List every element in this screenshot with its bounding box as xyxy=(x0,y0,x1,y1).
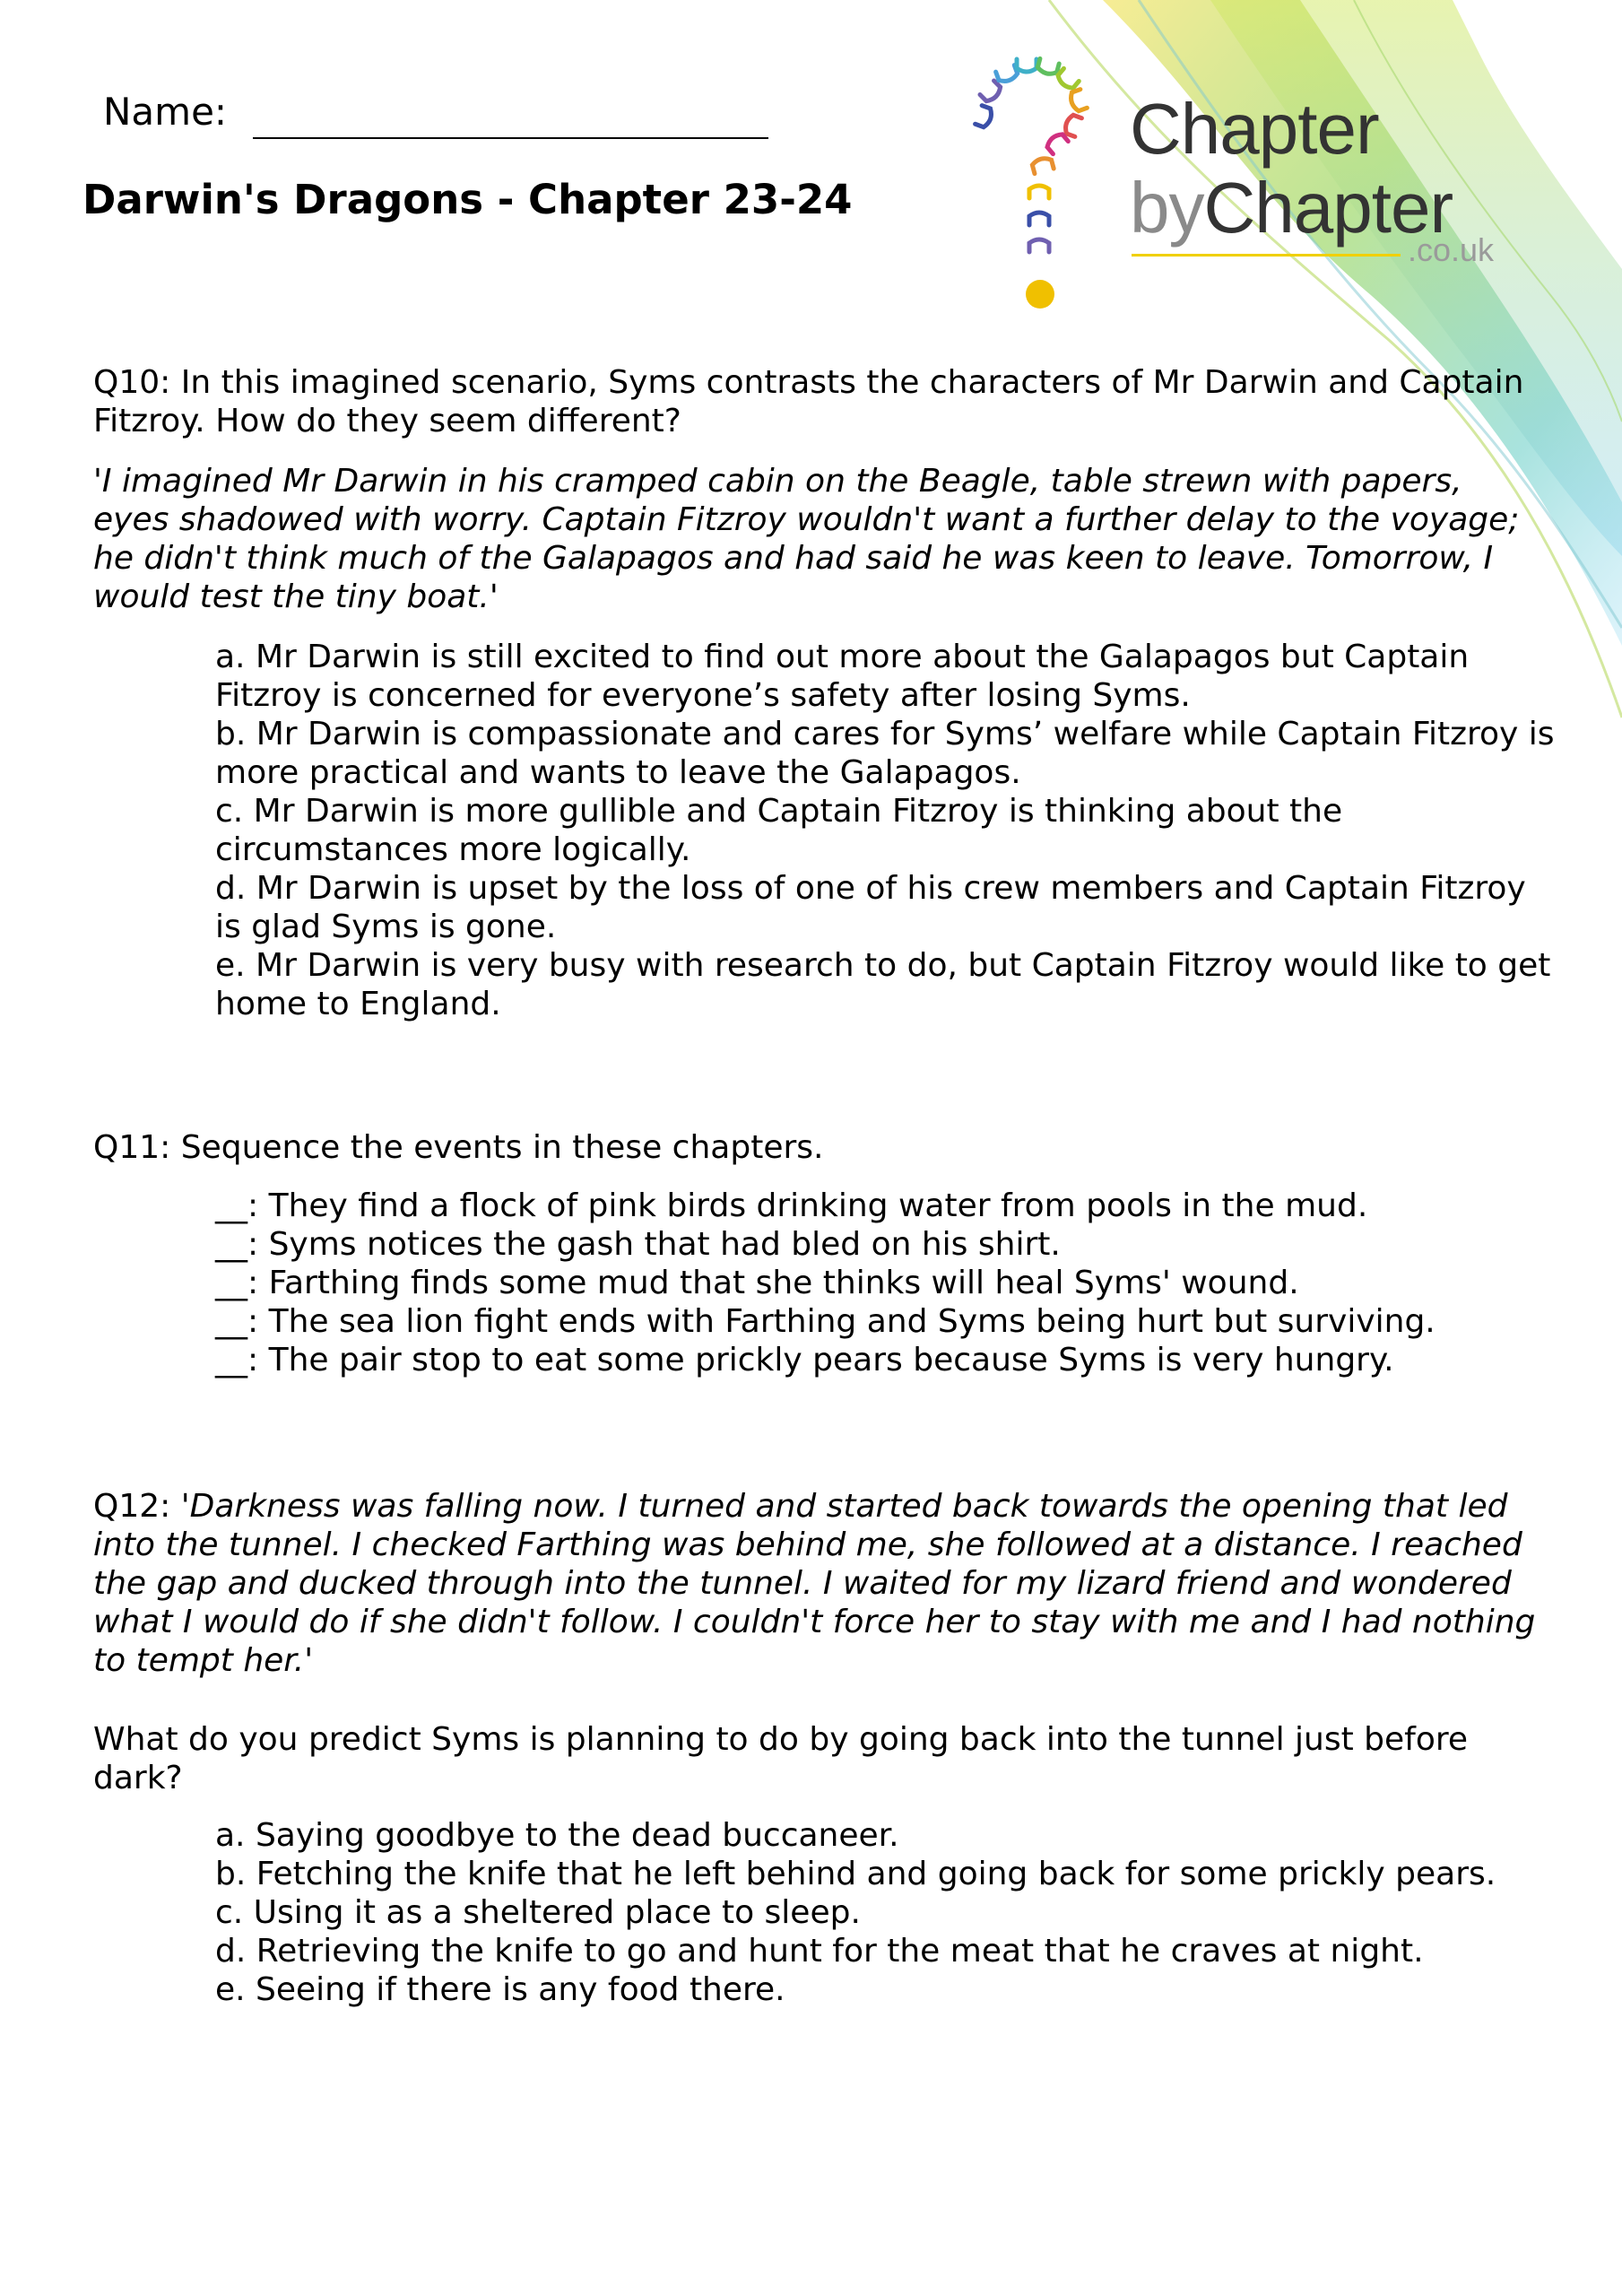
q10-option-d: d. Mr Darwin is upset by the loss of one of his crew members and Captain Fitzroy is glad Syms is gone. xyxy=(215,870,1526,945)
book-arc-icon xyxy=(976,106,994,128)
q10-prompt: Q10: In this imagined scenario, Syms contrasts the characters of Mr Darwin and Captain Fitzroy. How do they seem different? xyxy=(93,364,1524,439)
book-arc-icon xyxy=(1045,132,1068,154)
q10-option-b: b. Mr Darwin is compassionate and cares for Syms’ welfare while Captain Fitzroy is more practical and wants to leave the Galapagos. xyxy=(215,716,1555,791)
book-arc-icon xyxy=(1069,90,1088,112)
q10-option-a: a. Mr Darwin is still excited to find out more about the Galapagos but Captain Fitzroy is concerned for everyone’s safety after losing Syms. xyxy=(215,639,1470,714)
q12-option-e: e. Seeing if there is any food there. xyxy=(215,1971,785,2008)
q11-event: __: Farthing finds some mud that she thinks will heal Syms' wound. xyxy=(215,1265,1299,1301)
q10-option-c: c. Mr Darwin is more gullible and Captain Fitzroy is thinking about the circumstances more logically. xyxy=(215,793,1343,868)
logo-text-chapter: Chapter xyxy=(1130,89,1379,169)
q10-option-e: e. Mr Darwin is very busy with research to do, but Captain Fitzroy would like to get home to England. xyxy=(215,947,1551,1022)
q11-prompt: Q11: Sequence the events in these chapters. xyxy=(93,1129,824,1166)
book-arc-icon xyxy=(1063,114,1082,136)
logo-text-by: by xyxy=(1130,168,1204,248)
book-arc-icon xyxy=(1037,58,1059,75)
q12-option-a: a. Saying goodbye to the dead buccaneer. xyxy=(215,1817,899,1854)
q12-prompt: What do you predict Syms is planning to do by going back into the tunnel just before dark? xyxy=(93,1721,1469,1796)
question-mark-books-icon xyxy=(964,54,1116,309)
q12-quote-block xyxy=(93,1487,1546,1680)
q11-event: __: The pair stop to eat some prickly pears because Syms is very hungry. xyxy=(215,1342,1394,1378)
logo-domain: .co.uk xyxy=(1408,231,1495,268)
worksheet-title: Darwin's Dragons - Chapter 23-24 xyxy=(82,176,853,223)
q10-quote: 'I imagined Mr Darwin in his cramped cabin on the Beagle, table strewn with papers, eyes shadowed with worry. Captain Fitzroy wouldn't want a further delay to the voyage; he didn't think much of the Galapagos and had said he was keen to leave. Tomorrow, I would test the tiny boat.' xyxy=(93,463,1520,615)
q11-event: __: Syms notices the gash that had bled on his shirt. xyxy=(215,1226,1061,1263)
q11-events xyxy=(215,1187,1560,1379)
q10-options xyxy=(215,638,1560,1023)
name-field[interactable] xyxy=(253,137,768,139)
q12-quote: 'Darkness was falling now. I turned and started back towards the opening that led into the tunnel. I checked Farthing was behind me, she followed at a distance. I reached the gap and ducked through into the tunnel. I waited for my lizard friend and wondered what I would do if she didn't follow. I couldn't force her to stay with me and I had nothing to tempt her.' xyxy=(93,1488,1536,1679)
logo-underline xyxy=(1132,254,1401,257)
logo-text-by-chapter xyxy=(1130,169,1453,248)
q11-event: __: The sea lion fight ends with Farthing and Syms being hurt but surviving. xyxy=(215,1303,1436,1340)
book-arc-icon xyxy=(1029,239,1049,252)
book-arc-icon xyxy=(980,81,1002,103)
q12-options xyxy=(215,1816,1560,2009)
book-arc-icon xyxy=(1029,186,1049,198)
q12-option-b: b. Fetching the knife that he left behind and going back for some prickly pears. xyxy=(215,1856,1496,1892)
book-arc-icon xyxy=(1055,68,1079,91)
q12-option-c: c. Using it as a sheltered place to sleep. xyxy=(215,1894,861,1931)
q11-event: __: They find a flock of pink birds drinking water from pools in the mud. xyxy=(215,1187,1368,1224)
book-arc-icon xyxy=(1031,156,1054,173)
q12-option-d: d. Retrieving the knife to go and hunt for the meat that he craves at night. xyxy=(215,1933,1424,1970)
book-arc-icon xyxy=(1029,213,1049,225)
logo-wordmark xyxy=(1130,90,1453,248)
book-arc-icon xyxy=(1017,59,1037,72)
name-label: Name: xyxy=(103,90,228,134)
logo-text-chapter-2: Chapter xyxy=(1203,168,1453,248)
q12-label: Q12: xyxy=(93,1488,171,1525)
